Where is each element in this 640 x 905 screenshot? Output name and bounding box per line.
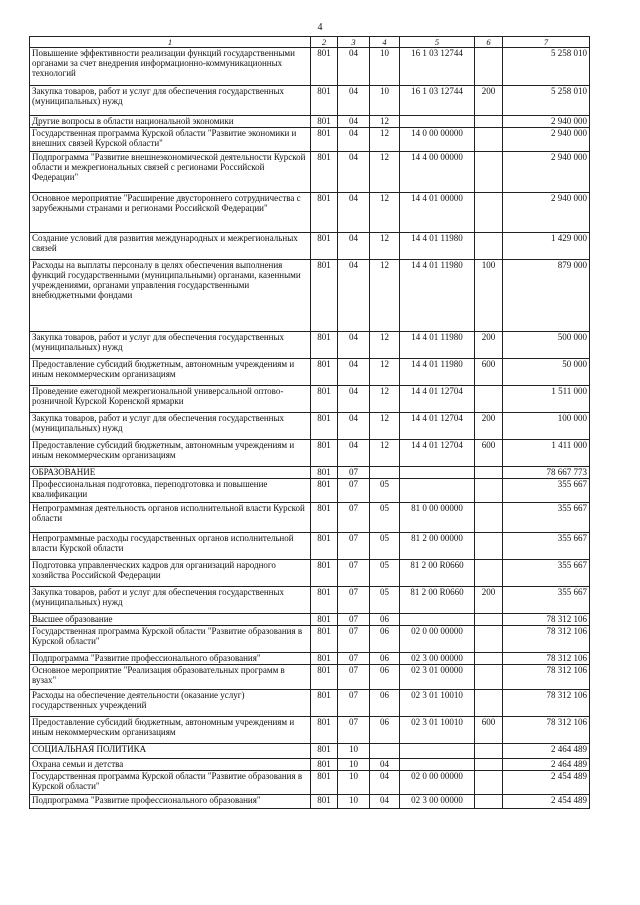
table-row [30, 48, 590, 86]
amount: 78 312 106 [503, 717, 590, 744]
subsection-code: 12 [370, 386, 400, 413]
target-article-code [400, 759, 475, 771]
expense-type-code [475, 128, 503, 152]
subsection-code: 06 [370, 717, 400, 744]
row-name: Охрана семьи и детства [30, 759, 311, 771]
row-name: Создание условий для развития международных и межрегиональных связей [30, 233, 311, 260]
expense-type-code [475, 759, 503, 771]
subsection-code: 06 [370, 614, 400, 626]
table-row [30, 386, 590, 413]
section-code: 04 [338, 332, 370, 359]
table-row [30, 260, 590, 332]
target-article-code: 02 3 00 00000 [400, 795, 475, 809]
table-row [30, 690, 590, 717]
amount: 5 258 010 [503, 86, 590, 116]
expense-type-code [475, 467, 503, 479]
target-article-code: 81 2 00 R0660 [400, 587, 475, 614]
amount: 355 667 [503, 503, 590, 533]
section-code: 04 [338, 152, 370, 193]
amount: 2 464 489 [503, 759, 590, 771]
target-article-code: 02 3 01 00000 [400, 665, 475, 690]
row-name: Повышение эффективности реализации функций государственными органами за счет внедрения информационно-коммуникационных технологий [30, 48, 311, 86]
table-row [30, 614, 590, 626]
subsection-code: 05 [370, 533, 400, 560]
expense-type-code [475, 479, 503, 503]
amount: 2 464 489 [503, 744, 590, 759]
table-row [30, 717, 590, 744]
subsection-code: 04 [370, 795, 400, 809]
target-article-code: 14 4 01 11980 [400, 233, 475, 260]
row-name: ОБРАЗОВАНИЕ [30, 467, 311, 479]
grbs-code: 801 [311, 614, 338, 626]
column-number: 5 [400, 37, 475, 48]
expense-type-code: 200 [475, 587, 503, 614]
column-number: 6 [475, 37, 503, 48]
section-code: 07 [338, 717, 370, 744]
subsection-code: 12 [370, 359, 400, 386]
table-row [30, 359, 590, 386]
subsection-code: 04 [370, 759, 400, 771]
table-row [30, 467, 590, 479]
section-code: 10 [338, 759, 370, 771]
expense-type-code: 200 [475, 413, 503, 440]
target-article-code: 14 4 01 12704 [400, 386, 475, 413]
target-article-code: 14 4 01 12704 [400, 440, 475, 467]
expense-type-code [475, 665, 503, 690]
expense-type-code [475, 653, 503, 665]
subsection-code: 06 [370, 690, 400, 717]
amount: 100 000 [503, 413, 590, 440]
expense-type-code: 600 [475, 717, 503, 744]
target-article-code: 02 3 01 10010 [400, 690, 475, 717]
section-code: 07 [338, 614, 370, 626]
grbs-code: 801 [311, 479, 338, 503]
target-article-code: 81 2 00 00000 [400, 533, 475, 560]
expense-type-code: 100 [475, 260, 503, 332]
target-article-code [400, 479, 475, 503]
grbs-code: 801 [311, 653, 338, 665]
subsection-code: 12 [370, 128, 400, 152]
grbs-code: 801 [311, 690, 338, 717]
subsection-code [370, 744, 400, 759]
expense-type-code [475, 795, 503, 809]
grbs-code: 801 [311, 533, 338, 560]
target-article-code: 14 4 00 00000 [400, 152, 475, 193]
row-name: Закупка товаров, работ и услуг для обеспечения государственных (муниципальных) нужд [30, 86, 311, 116]
subsection-code: 12 [370, 116, 400, 128]
amount: 355 667 [503, 479, 590, 503]
amount: 1 429 000 [503, 233, 590, 260]
section-code: 04 [338, 48, 370, 86]
table-row [30, 653, 590, 665]
target-article-code: 81 2 00 R0660 [400, 560, 475, 587]
expense-type-code [475, 560, 503, 587]
table-row [30, 193, 590, 233]
amount: 78 312 106 [503, 665, 590, 690]
amount: 2 940 000 [503, 152, 590, 193]
section-code: 04 [338, 233, 370, 260]
expense-type-code [475, 233, 503, 260]
section-code: 04 [338, 116, 370, 128]
target-article-code: 16 1 03 12744 [400, 86, 475, 116]
grbs-code: 801 [311, 193, 338, 233]
amount: 78 312 106 [503, 653, 590, 665]
table-row [30, 440, 590, 467]
row-name: Профессиональная подготовка, переподготовка и повышение квалификации [30, 479, 311, 503]
section-code: 04 [338, 128, 370, 152]
amount: 78 312 106 [503, 690, 590, 717]
table-row [30, 759, 590, 771]
target-article-code [400, 116, 475, 128]
amount: 50 000 [503, 359, 590, 386]
table-row [30, 795, 590, 809]
grbs-code: 801 [311, 717, 338, 744]
target-article-code: 81 0 00 00000 [400, 503, 475, 533]
amount: 2 940 000 [503, 116, 590, 128]
table-row [30, 128, 590, 152]
amount: 879 000 [503, 260, 590, 332]
row-name: Основное мероприятие "Реализация образовательных программ в вузах" [30, 665, 311, 690]
budget-table [29, 36, 590, 809]
section-code: 07 [338, 587, 370, 614]
grbs-code: 801 [311, 503, 338, 533]
subsection-code: 12 [370, 260, 400, 332]
grbs-code: 801 [311, 467, 338, 479]
row-name: Предоставление субсидий бюджетным, автономным учреждениям и иным некоммерческим организациям [30, 717, 311, 744]
target-article-code: 02 3 00 00000 [400, 653, 475, 665]
grbs-code: 801 [311, 260, 338, 332]
amount: 2 940 000 [503, 193, 590, 233]
amount: 78 312 106 [503, 626, 590, 653]
amount: 355 667 [503, 560, 590, 587]
section-code: 07 [338, 479, 370, 503]
expense-type-code: 600 [475, 359, 503, 386]
table-row [30, 503, 590, 533]
amount: 2 454 489 [503, 795, 590, 809]
target-article-code: 02 0 00 00000 [400, 626, 475, 653]
row-name: Расходы на обеспечение деятельности (оказание услуг) государственных учреждений [30, 690, 311, 717]
expense-type-code [475, 116, 503, 128]
subsection-code: 05 [370, 560, 400, 587]
subsection-code: 12 [370, 440, 400, 467]
row-name: Непрограммные расходы государственных органов исполнительной власти Курской области [30, 533, 311, 560]
section-code: 04 [338, 386, 370, 413]
section-code: 10 [338, 795, 370, 809]
subsection-code: 12 [370, 193, 400, 233]
budget-table-body [30, 48, 590, 809]
grbs-code: 801 [311, 48, 338, 86]
table-row [30, 626, 590, 653]
subsection-code: 10 [370, 48, 400, 86]
grbs-code: 801 [311, 795, 338, 809]
row-name: Государственная программа Курской области "Развитие образования в Курской области" [30, 771, 311, 795]
subsection-code: 10 [370, 86, 400, 116]
amount: 5 258 010 [503, 48, 590, 86]
row-name: Государственная программа Курской области "Развитие образования в Курской области" [30, 626, 311, 653]
grbs-code: 801 [311, 386, 338, 413]
amount: 355 667 [503, 587, 590, 614]
amount: 2 940 000 [503, 128, 590, 152]
grbs-code: 801 [311, 626, 338, 653]
expense-type-code [475, 193, 503, 233]
section-code: 04 [338, 359, 370, 386]
expense-type-code: 200 [475, 332, 503, 359]
grbs-code: 801 [311, 665, 338, 690]
expense-type-code [475, 386, 503, 413]
target-article-code [400, 467, 475, 479]
row-name: Основное мероприятие "Расширение двустороннего сотрудничества с зарубежными странами и регионами Российской Федерации" [30, 193, 311, 233]
row-name: Подготовка управленческих кадров для организаций народного хозяйства Российской Федерации [30, 560, 311, 587]
amount: 500 000 [503, 332, 590, 359]
table-row [30, 86, 590, 116]
table-row [30, 744, 590, 759]
section-code: 04 [338, 86, 370, 116]
table-row [30, 771, 590, 795]
table-row [30, 413, 590, 440]
subsection-code: 04 [370, 771, 400, 795]
section-code: 04 [338, 413, 370, 440]
row-name: Предоставление субсидий бюджетным, автономным учреждениям и иным некоммерческим организациям [30, 440, 311, 467]
target-article-code: 02 3 01 10010 [400, 717, 475, 744]
table-row [30, 332, 590, 359]
row-name: Закупка товаров, работ и услуг для обеспечения государственных (муниципальных) нужд [30, 332, 311, 359]
column-number: 3 [338, 37, 370, 48]
column-number: 7 [503, 37, 590, 48]
expense-type-code [475, 690, 503, 717]
expense-type-code [475, 533, 503, 560]
target-article-code: 14 4 01 12704 [400, 413, 475, 440]
row-name: Подпрограмма "Развитие профессионального образования" [30, 795, 311, 809]
table-row [30, 587, 590, 614]
table-row [30, 560, 590, 587]
section-code: 07 [338, 665, 370, 690]
grbs-code: 801 [311, 359, 338, 386]
subsection-code [370, 467, 400, 479]
column-number-row [30, 37, 590, 48]
subsection-code: 12 [370, 332, 400, 359]
section-code: 04 [338, 260, 370, 332]
section-code: 07 [338, 467, 370, 479]
subsection-code: 05 [370, 587, 400, 614]
row-name: СОЦИАЛЬНАЯ ПОЛИТИКА [30, 744, 311, 759]
target-article-code: 02 0 00 00000 [400, 771, 475, 795]
subsection-code: 06 [370, 665, 400, 690]
section-code: 10 [338, 744, 370, 759]
row-name: Расходы на выплаты персоналу в целях обеспечения выполнения функций государственными (муниципальными) органами, казенными учреждениями, органами управления государственными внебюджетными фондами [30, 260, 311, 332]
section-code: 07 [338, 653, 370, 665]
subsection-code: 06 [370, 626, 400, 653]
row-name: Закупка товаров, работ и услуг для обеспечения государственных (муниципальных) нужд [30, 587, 311, 614]
row-name: Непрограммная деятельность органов исполнительной власти Курской области [30, 503, 311, 533]
expense-type-code [475, 503, 503, 533]
grbs-code: 801 [311, 233, 338, 260]
grbs-code: 801 [311, 128, 338, 152]
expense-type-code: 600 [475, 440, 503, 467]
column-number: 4 [370, 37, 400, 48]
expense-type-code [475, 626, 503, 653]
table-row [30, 152, 590, 193]
subsection-code: 12 [370, 233, 400, 260]
target-article-code: 16 1 03 12744 [400, 48, 475, 86]
row-name: Государственная программа Курской области "Развитие экономики и внешних связей Курской области" [30, 128, 311, 152]
row-name: Другие вопросы в области национальной экономики [30, 116, 311, 128]
section-code: 07 [338, 690, 370, 717]
grbs-code: 801 [311, 440, 338, 467]
page-number: 4 [317, 22, 323, 33]
grbs-code: 801 [311, 759, 338, 771]
section-code: 07 [338, 503, 370, 533]
amount: 355 667 [503, 533, 590, 560]
grbs-code: 801 [311, 744, 338, 759]
table-row [30, 116, 590, 128]
grbs-code: 801 [311, 560, 338, 587]
subsection-code: 05 [370, 479, 400, 503]
grbs-code: 801 [311, 116, 338, 128]
row-name: Предоставление субсидий бюджетным, автономным учреждениям и иным некоммерческим организациям [30, 359, 311, 386]
section-code: 07 [338, 533, 370, 560]
table-row [30, 479, 590, 503]
target-article-code [400, 614, 475, 626]
row-name: Закупка товаров, работ и услуг для обеспечения государственных (муниципальных) нужд [30, 413, 311, 440]
section-code: 07 [338, 626, 370, 653]
grbs-code: 801 [311, 332, 338, 359]
grbs-code: 801 [311, 413, 338, 440]
section-code: 10 [338, 771, 370, 795]
target-article-code: 14 4 01 11980 [400, 332, 475, 359]
expense-type-code [475, 614, 503, 626]
target-article-code: 14 4 01 11980 [400, 260, 475, 332]
section-code: 04 [338, 440, 370, 467]
target-article-code: 14 0 00 00000 [400, 128, 475, 152]
row-name: Проведение ежегодной межрегиональной универсальной оптово-розничной Курской Коренской ярмарки [30, 386, 311, 413]
amount: 78 667 773 [503, 467, 590, 479]
grbs-code: 801 [311, 152, 338, 193]
subsection-code: 05 [370, 503, 400, 533]
amount: 2 454 489 [503, 771, 590, 795]
row-name: Высшее образование [30, 614, 311, 626]
table-row [30, 665, 590, 690]
expense-type-code [475, 744, 503, 759]
subsection-code: 12 [370, 413, 400, 440]
amount: 78 312 106 [503, 614, 590, 626]
table-row [30, 233, 590, 260]
row-name: Подпрограмма "Развитие внешнеэкономической деятельности Курской области и межрегиональных связей с регионами Российской Федерации" [30, 152, 311, 193]
section-code: 04 [338, 193, 370, 233]
column-number: 1 [30, 37, 311, 48]
section-code: 07 [338, 560, 370, 587]
target-article-code: 14 4 01 00000 [400, 193, 475, 233]
subsection-code: 12 [370, 152, 400, 193]
row-name: Подпрограмма "Развитие профессионального образования" [30, 653, 311, 665]
expense-type-code: 200 [475, 86, 503, 116]
table-row [30, 533, 590, 560]
amount: 1 411 000 [503, 440, 590, 467]
expense-type-code [475, 48, 503, 86]
grbs-code: 801 [311, 86, 338, 116]
subsection-code: 06 [370, 653, 400, 665]
target-article-code: 14 4 01 11980 [400, 359, 475, 386]
expense-type-code [475, 771, 503, 795]
target-article-code [400, 744, 475, 759]
amount: 1 511 000 [503, 386, 590, 413]
grbs-code: 801 [311, 771, 338, 795]
grbs-code: 801 [311, 587, 338, 614]
expense-type-code [475, 152, 503, 193]
column-number: 2 [311, 37, 338, 48]
